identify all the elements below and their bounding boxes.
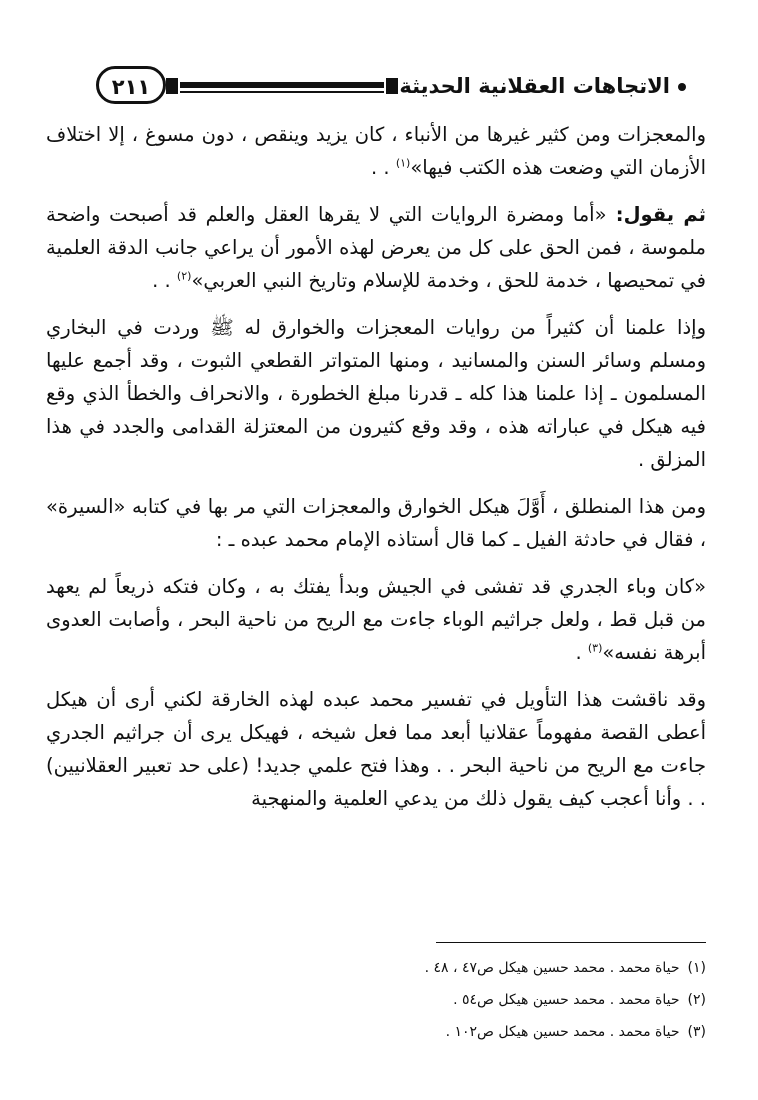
paragraph-text: «أما ومضرة الروايات التي لا يقرها العقل والعلم قد أصبحت واضحة ملموسة ، فمن الحق على كل من يعرض لهذه الأمور أن يراعي جانب الدقة العلمية في تمحيصها ، خدمة للحق ، وخدمة للإسلام وتاريخ النبي العربي» xyxy=(46,203,706,292)
paragraph-text: والمعجزات ومن كثير غيرها من الأنباء ، كان يزيد وينقص ، دون مسوغ ، إلا اختلاف الأزمان التي وضعت هذه الكتب فيها» xyxy=(46,123,706,179)
header-title-block xyxy=(399,72,686,100)
footnote-number: (١) xyxy=(687,960,706,976)
header-rule-thin xyxy=(180,91,384,93)
footnote-text: حياة محمد . محمد حسين هيكل ص٤٧ ، ٤٨ . xyxy=(424,960,680,976)
footnote-separator xyxy=(436,942,706,943)
footnotes xyxy=(46,952,706,1048)
footnote-number: (٢) xyxy=(687,992,706,1008)
paragraph xyxy=(46,118,706,184)
footnote xyxy=(46,1016,706,1048)
footnote xyxy=(46,952,706,984)
paragraph xyxy=(46,490,706,556)
header-rule-cap-right xyxy=(386,78,398,94)
footnote-ref: (٢) xyxy=(176,269,192,283)
footnote-ref: (١) xyxy=(395,156,411,170)
footnote-ref: (٣) xyxy=(587,641,603,655)
footnote-text: حياة محمد . محمد حسين هيكل ص٥٤ . xyxy=(453,992,680,1008)
paragraph xyxy=(46,198,706,297)
paragraph-tail: . xyxy=(575,641,588,664)
paragraph-tail: . . xyxy=(371,156,396,179)
paragraph-text: وإذا علمنا أن كثيراً من روايات المعجزات والخوارق له ﷺ وردت في البخاري ومسلم وسائر السنن والمسانيد ، ومنها المتواتر القطعي الثبوت ، وقد أجمع عليها المسلمون ـ إذا علمنا هذا كله ـ قدرنا مبلغ الخطورة ، والانحراف والخطأ الذي وقع فيه هيكل في عباراته هذه ، وقد وقع كثيرون من المعتزلة القدامى والجدد في هذا المزلق . xyxy=(46,316,706,471)
paragraph xyxy=(46,311,706,476)
paragraph xyxy=(46,570,706,669)
paragraph-text: ومن هذا المنطلق ، أَوَّلَ هيكل الخوارق والمعجزات التي مر بها في كتابه «السيرة» ، فقال في حادثة الفيل ـ كما قال أستاذه الإمام محمد عبده ـ : xyxy=(46,495,706,551)
footnote-text: حياة محمد . محمد حسين هيكل ص١٠٢ . xyxy=(445,1024,680,1040)
body-text xyxy=(46,118,706,815)
header-rule-cap-left xyxy=(166,78,178,94)
footnote xyxy=(46,984,706,1016)
paragraph-text: وقد ناقشت هذا التأويل في تفسير محمد عبده لهذه الخارقة لكني أرى أن هيكل أعطى القصة مفهوماً عقلانيا أبعد مما فعل شيخه ، فهيكل يرى أن جراثيم الجدري جاءت مع الريح من ناحية البحر . . وهذا فتح علمي جديد! (على حد تعبير العقلانيين) . . وأنا أعجب كيف يقول ذلك من يدعي العلمية والمنهجية xyxy=(46,688,706,810)
paragraph-tail: . . xyxy=(152,269,177,292)
header-rule-thick xyxy=(180,82,384,88)
header-rule xyxy=(180,82,384,94)
header-title: الاتجاهات العقلانية الحديثة xyxy=(399,74,670,98)
footnote-number: (٣) xyxy=(687,1024,706,1040)
paragraph xyxy=(46,683,706,815)
page-number: ٢١١ xyxy=(96,66,166,104)
running-header xyxy=(96,66,686,112)
paragraph-lead: ثم يقول: xyxy=(606,203,706,226)
bullet-icon xyxy=(678,83,686,91)
paragraph-text: «كان وباء الجدري قد تفشى في الجيش وبدأ يفتك به ، وكان فتكه ذريعاً لم يعهد من قبل قط ، ولعل جراثيم الوباء جاءت مع الريح من ناحية البحر ، وأصابت العدوى أبرهة نفسه» xyxy=(46,575,706,664)
